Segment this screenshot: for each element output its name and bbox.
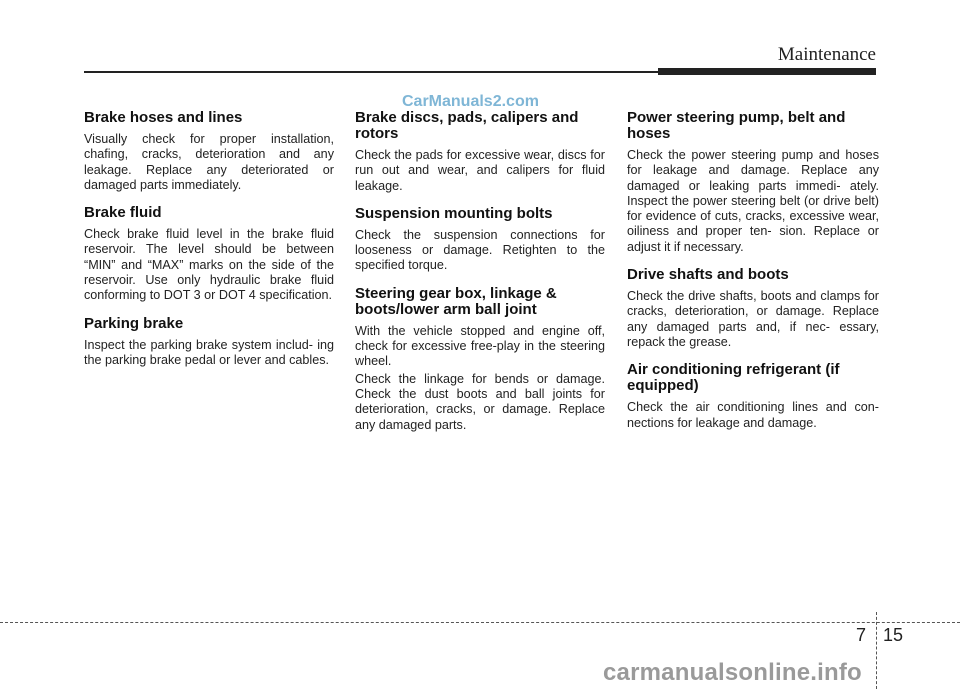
header-rule-thick: [658, 68, 876, 75]
section-paragraph: Check the pads for excessive wear, discs for run out and wear, and calipers for fluid leakage.: [355, 148, 605, 193]
footer-dashed-rule: [0, 622, 960, 623]
section-paragraph: Check brake fluid level in the brake fluid reservoir. The level should be between “MIN” and “MAX” marks on the side of the reservoir. Use only hydraulic brake fluid conforming to DOT 3 or DOT 4 specification.: [84, 227, 334, 303]
column-1: [84, 110, 334, 380]
section-paragraph: Check the drive shafts, boots and clamps for cracks, deterioration, or damage. Replace any damaged parts and, if nec- essary, repack the grease.: [627, 289, 879, 349]
column-2: [355, 110, 605, 445]
section-heading: Brake discs, pads, calipers and rotors: [355, 109, 579, 142]
header-rule-thin: [84, 71, 658, 73]
footer-dashed-divider: [876, 612, 877, 689]
section-heading: Drive shafts and boots: [627, 266, 789, 284]
section-paragraph: With the vehicle stopped and engine off, check for excessive free-play in the steering wheel.: [355, 323, 605, 369]
section-heading: Suspension mounting bolts: [355, 204, 553, 222]
section-heading: Steering gear box, linkage & boots/lower arm ball joint: [355, 284, 557, 318]
section-heading: Parking brake: [84, 314, 184, 332]
section-paragraph: Check the linkage for bends or damage. Check the dust boots and ball joints for deterioration, cracks, or damage. Replace any damaged parts.: [355, 371, 605, 432]
watermark-text: CarManuals2.com: [402, 93, 539, 110]
column-3: [627, 110, 879, 443]
section-paragraph: Check the air conditioning lines and con- nections for leakage and damage.: [627, 400, 879, 430]
section-heading: Brake fluid: [84, 204, 162, 222]
section-paragraph: Visually check for proper installation, chafing, cracks, deterioration and any leakage. Replace any deteriorated or damaged parts immediately.: [84, 132, 334, 192]
page-chapter-number: 7: [856, 625, 867, 645]
section-heading: Power steering pump, belt and hoses: [627, 109, 846, 142]
page-number: 15: [883, 625, 904, 645]
page-header-title: Maintenance: [777, 44, 876, 65]
section-paragraph: Inspect the parking brake system includ- ing the parking brake pedal or lever and cables.: [84, 337, 334, 367]
site-footer-text: carmanualsonline.info: [603, 659, 862, 686]
section-heading: Air conditioning refrigerant (if equipped): [627, 361, 840, 395]
section-paragraph: Check the power steering pump and hoses for leakage and damage. Replace any damaged or leaking parts immedi- ately. Inspect the power steering belt (or drive belt) for evidence of cuts, cracks, excessive wear, oiliness and proper ten- sion. Replace or adjust it if necessary.: [627, 148, 879, 254]
section-paragraph: Check the suspension connections for looseness or damage. Retighten to the specified torque.: [355, 227, 605, 273]
section-heading: Brake hoses and lines: [84, 109, 243, 126]
